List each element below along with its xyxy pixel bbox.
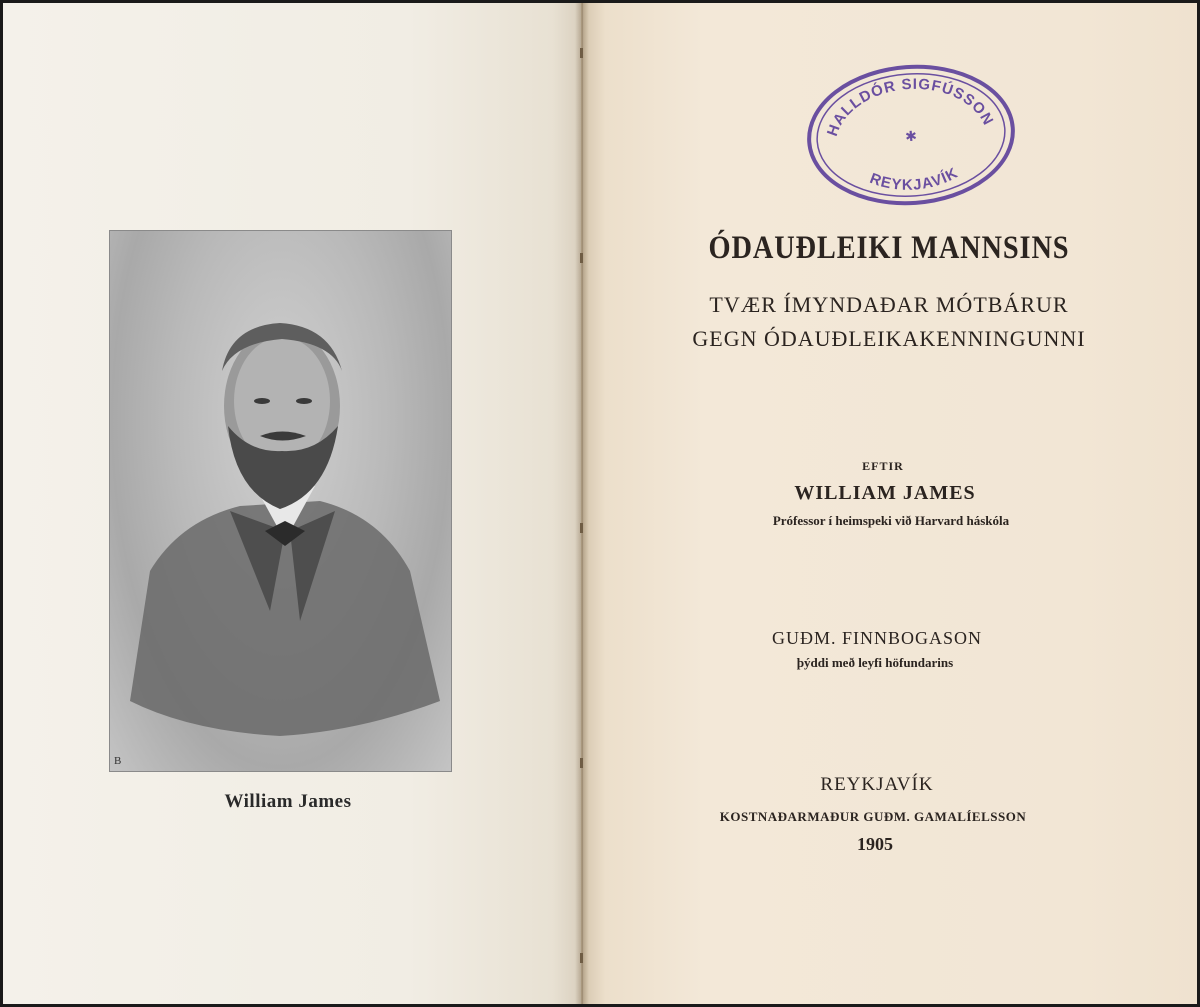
- stamp-top-text: HALLDÓR SIGFÚSSON: [823, 75, 997, 139]
- library-stamp: [800, 54, 1022, 216]
- author-name: WILLIAM JAMES: [794, 482, 976, 504]
- by-label: EFTIR: [862, 459, 904, 473]
- binding-stitch: [580, 48, 583, 58]
- author-position: Prófessor í heimspeki við Harvard háskóla: [772, 513, 1010, 528]
- publisher-line: KOSTNAÐARMAÐUR GUÐM. GAMALÍELSSON: [719, 809, 1027, 824]
- svg-text:✱: ✱: [904, 128, 918, 146]
- binding-stitch: [580, 953, 583, 963]
- book-title: ÓDAUÐLEIKI MANNSINS: [708, 230, 1070, 266]
- svg-text:REYKJAVÍK: [866, 164, 961, 197]
- book-gutter: [575, 3, 589, 1004]
- stamp-bottom-text: REYKJAVÍK: [867, 164, 962, 194]
- left-page: [3, 3, 581, 1004]
- binding-stitch: [580, 758, 583, 768]
- portrait-photo: [109, 230, 452, 772]
- binding-stitch: [580, 523, 583, 533]
- publication-year: 1905: [857, 834, 893, 854]
- book-spread: [3, 3, 1197, 1004]
- translator-note: þýddi með leyfi höfundarins: [796, 655, 954, 670]
- corner-mark: B: [114, 755, 122, 767]
- subtitle-line-1: TVÆR ÍMYNDAÐAR MÓTBÁRUR: [709, 292, 1069, 317]
- portrait-caption: William James: [224, 791, 352, 812]
- binding-stitch: [580, 253, 583, 263]
- publication-place: REYKJAVÍK: [820, 774, 934, 795]
- translator-name: GUÐM. FINNBOGASON: [771, 628, 983, 648]
- subtitle-line-2: GEGN ÓDAUÐLEIKAKENNINGUNNI: [692, 326, 1086, 351]
